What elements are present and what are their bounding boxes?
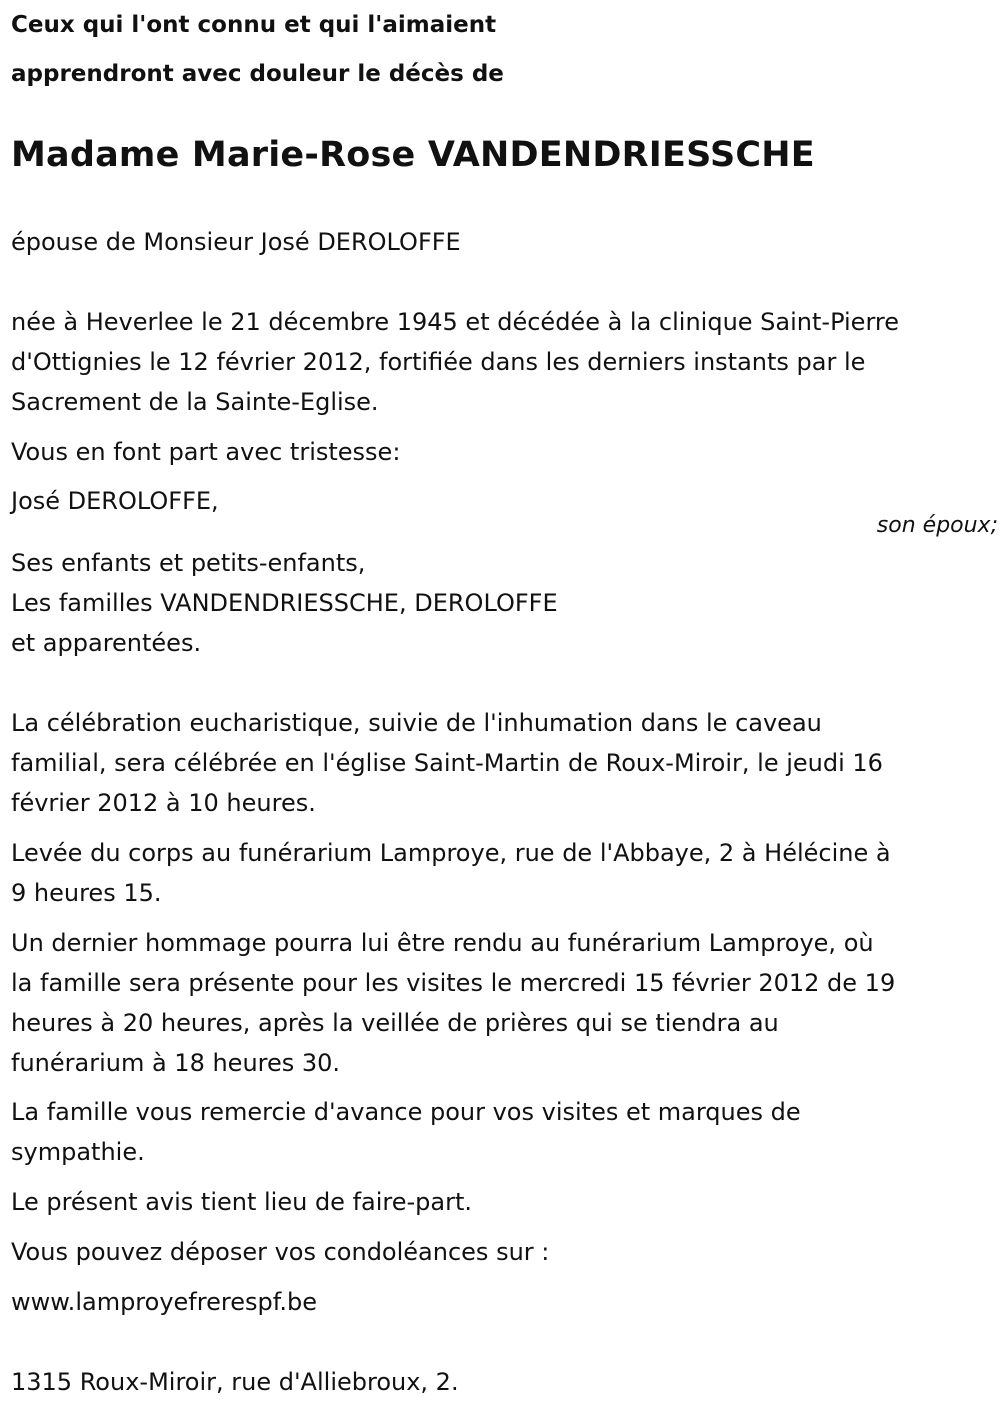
- hommage-line-3: heures à 20 heures, après la veillée de prières qui se tiendra au: [11, 1009, 779, 1037]
- hommage-line-1: Un dernier hommage pourra lui être rendu au funérarium Lamproye, où: [11, 929, 874, 957]
- family-line-1: Ses enfants et petits-enfants,: [11, 549, 366, 577]
- celebration-line-1: La célébration eucharistique, suivie de l'inhumation dans le caveau: [11, 709, 822, 737]
- address-line: 1315 Roux-Miroir, rue d'Alliebroux, 2.: [11, 1368, 459, 1396]
- announce-line: Vous en font part avec tristesse:: [11, 438, 401, 466]
- thanks-line-2: sympathie.: [11, 1138, 145, 1166]
- intro-line-1: Ceux qui l'ont connu et qui l'aimaient: [11, 12, 497, 38]
- levee-line-1: Levée du corps au funérarium Lamproye, rue de l'Abbaye, 2 à Hélécine à: [11, 839, 891, 867]
- levee-paragraph: [11, 833, 986, 913]
- condolences-line: Vous pouvez déposer vos condoléances sur :: [11, 1238, 550, 1266]
- celebration-line-3: février 2012 à 10 heures.: [11, 789, 316, 817]
- hommage-line-4: funérarium à 18 heures 30.: [11, 1049, 341, 1077]
- hommage-paragraph: [11, 923, 986, 1083]
- family-paragraph: [11, 543, 986, 663]
- intro-line-2: apprendront avec douleur le décès de: [11, 61, 504, 87]
- birth-death-paragraph: [11, 302, 986, 422]
- birth-death-line-1: née à Heverlee le 21 décembre 1945 et décédée à la clinique Saint-Pierre: [11, 308, 899, 336]
- celebration-line-2: familial, sera célébrée en l'église Saint-Martin de Roux-Miroir, le jeudi 16: [11, 749, 883, 777]
- family-line-2: Les familles VANDENDRIESSCHE, DEROLOFFE: [11, 589, 558, 617]
- birth-death-line-3: Sacrement de la Sainte-Eglise.: [11, 388, 379, 416]
- spouse-of: épouse de Monsieur José DEROLOFFE: [11, 228, 461, 256]
- celebration-paragraph: [11, 703, 986, 823]
- levee-line-2: 9 heures 15.: [11, 879, 162, 907]
- deceased-name: Madame Marie-Rose VANDENDRIESSCHE: [11, 135, 815, 175]
- thanks-line-1: La famille vous remercie d'avance pour vos visites et marques de: [11, 1098, 801, 1126]
- husband-relation: son époux;: [876, 513, 998, 538]
- husband-name: José DEROLOFFE,: [11, 487, 219, 515]
- hommage-line-2: la famille sera présente pour les visites le mercredi 15 février 2012 de 19: [11, 969, 896, 997]
- family-line-3: et apparentées.: [11, 629, 202, 657]
- thanks-paragraph: [11, 1092, 986, 1172]
- birth-death-line-2: d'Ottignies le 12 février 2012, fortifiée dans les derniers instants par le: [11, 348, 866, 376]
- notice-line: Le présent avis tient lieu de faire-part.: [11, 1188, 473, 1216]
- website-link[interactable]: www.lamproyefrerespf.be: [11, 1288, 318, 1316]
